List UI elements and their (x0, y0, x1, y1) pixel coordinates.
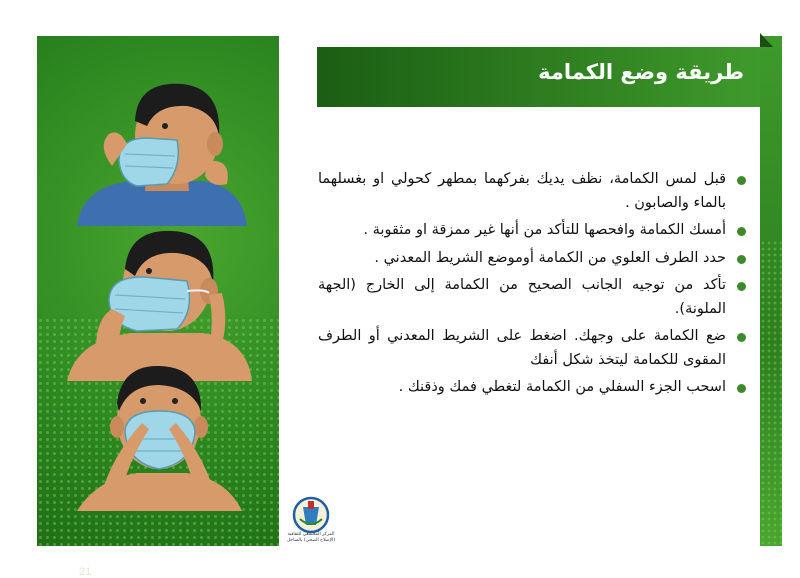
step-text: أمسك الكمامة وافحصها للتأكد من أنها غير ممزقة او مثقوبة . (363, 222, 726, 238)
bullet-dot-icon (737, 176, 746, 185)
page-title: طريقة وضع الكمامة (538, 60, 744, 84)
step-text: قبل لمس الكمامة، نظف يديك بفركهما بمطهر كحولي او بغسلهما بالماء والصابون . (318, 171, 726, 211)
steps-list (318, 168, 746, 404)
step-text: ضع الكمامة على وجهك. اضغط على الشريط المعدني أو الطرف المقوى للكمامة ليتخذ شكل أنفك (318, 328, 726, 368)
bullet-dot-icon (737, 227, 746, 236)
list-item (318, 325, 746, 372)
list-item (318, 274, 746, 321)
person-tying-mask-ear-icon (37, 66, 279, 226)
step-text: تأكد من توجيه الجانب الصحيح من الكمامة إلى الخارج (الجهة الملونة). (318, 277, 726, 317)
step-text: اسحب الجزء السفلي من الكمامة لتغطي فمك وذقنك . (398, 379, 726, 395)
bullet-dot-icon (737, 255, 746, 264)
banner-fold (760, 33, 773, 47)
list-item (318, 247, 746, 271)
person-pressing-mask-nose-icon (37, 361, 279, 521)
right-edge-strip (760, 36, 782, 546)
logo-caption: المركز المجتمعي للثقافية (الإصلاح الصحي) بالساحل (286, 532, 336, 543)
bullet-dot-icon (737, 333, 746, 342)
list-item (318, 219, 746, 243)
dot-pattern (760, 240, 782, 546)
list-item (318, 376, 746, 400)
bullet-dot-icon (737, 282, 746, 291)
list-item (318, 168, 746, 215)
organization-logo-icon (290, 495, 332, 555)
title-banner (317, 47, 760, 107)
illustration-panel (37, 36, 279, 578)
person-hooking-mask-ear-icon (37, 221, 279, 381)
step-text: حدد الطرف العلوي من الكمامة أوموضع الشريط المعدني . (374, 249, 726, 266)
bullet-dot-icon (737, 384, 746, 393)
page-number: 21 (79, 566, 92, 578)
